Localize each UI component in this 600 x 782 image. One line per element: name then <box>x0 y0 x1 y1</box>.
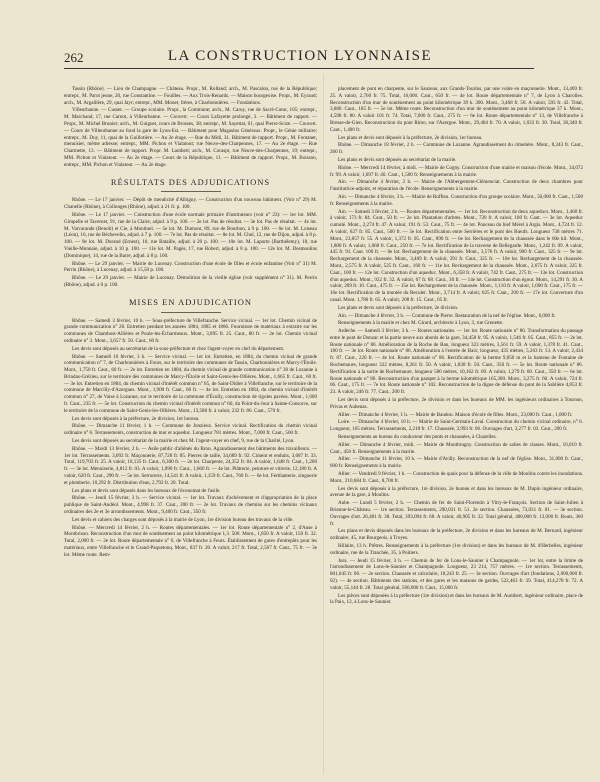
page-header <box>0 0 600 74</box>
header-rule <box>64 68 534 69</box>
paragraph: Rhône. — Dimanche 18 février, 2 h. — Commune de Lozanne. Agrandissement du cimetière. Mont., 8,343 fr. Caut., 260 fr. <box>330 142 583 156</box>
paragraph: Rhône. — Le 17 janvier. — Dépôt de mendicité d'Albigny. — Construction d'un nouveau bâtiment. (Voir n° 29) M. Chanelle (Rhône), à Collonges (Rhône), adjud. à 21 fr. p. 100. <box>64 197 317 211</box>
paragraph: Allier. — Dimanche 11 février, 10 h. — Mairie d'Avilly. Reconstruction de la nef de l'église. Mont., 31,000 fr. Caut., 600 fr. Renseignements à la mairie. <box>330 456 583 470</box>
paragraph: Ardèche. — Samedi 3 février, 3 h. — Routes nationales. — 1er lot. Route nationale n° 86. Transformation du passage entre le pont de Donzac et la partie neuve aux abords de la gare, 34,458 fr. 95. A valoir, 1,546 fr. 05. Caut., 855 fr. — 2e lot. Route nationale n° 86. Amélioration de la Roche de Ban, longueur 323 mètres, 3,561 fr. 59. A valoir, 1,378 fr. 41. Caut., 180 fr. — 3e lot. Route nationale n° 86. Amélioration à l'entrée de Baix; longueur, 435 mètres, 5,263 fr. 13. A valoir, 2,434 fr. 87. Caut., 220 fr. — 4e lot. Route nationale n° 86. Rectification de la berme 9,050 m et la hameau de Fontaine de Rochemaure, longueur 322 mètres, 8,261 fr. 50. A valoir, 1,838 fr. 50. Caut., 350 fr. — 5e lot. Route nationale n° 86. Rectification à la sortie de Rochemaure, longueur 580 mètres, 10,162 fr. 69. A valoir, 1,279 fr. 60. Caut., 350 fr. — 6e lot. Route nationale n° 86. Reconstruction d'un parapet à la berme kilométrique 165,300. Mont., 3,275 fr. 60. A valoir, 724 fr. 06. Caut., 175 fr. — 7e lot. Route nationale n° 102. Reconstruction de la digue de défense du pont de la Sablière 4,853 fr. 23. A valoir, 246 fr. 77. Caut., 200 fr. <box>330 328 583 396</box>
left-column <box>64 86 317 560</box>
paragraph: Les plans et devis sont déposés à la préfecture, 2e division. <box>338 304 459 311</box>
paragraph: Les pièces sont déposées à la préfecture (1re division) et dans les bureaux de M. Aumbert, ingénieur ordinaire, place de la Paix, 12, à Lons-le-Saunier. <box>330 592 583 606</box>
paragraph: Allier. — Dimanche 4 février, midi. — Mairie de Montbrugny. Construction de salles de classes. Mont., 10,010 fr. Caut., 450 fr. Renseignements à la mairie. <box>330 441 583 455</box>
right-column <box>330 86 583 607</box>
paragraph: Jura. — Jeudi 15 février, 3 h. — Chemin de fer de Lons-le-Saunier à Champagnole. — 1er lot, entre la limite de l'arrondissement de Lons-le-Saunier et Champagnole. Longueur, 23 214, 757 mètres. — 1re section. Terrassements, 801,045 fr. 06. — 2e section. Chaussée et calculaire, 18,243 fr. 25. — 3e section. Ouvrages d'art (fondations, 2,000,000 fr. 02). — 4e section. Bâtiments des stations, et des gares et les maisons de gardes, 522,463 fr. 39. Total, 414,278 fr. 72. A valoir, 55,144 fr. 28. Total général, 560,000 fr. Caut., 15,000 fr. <box>330 557 583 591</box>
paragraph: Renseignements à la mairie et chez M. Girard, architecte à Lyon, 3, rue Grenette. <box>338 320 504 327</box>
section-heading-resultats: RÉSULTATS DES ADJUDICATIONS <box>110 176 271 187</box>
paragraph: placement de pont en charpente, sur le Sauzeau, aux Grands-Tourins, par une voûte en maçonnerie. Mont., 13,469 fr. 25. A valoir, 2,760 fr. 75. Total, 16,000. Caut., 650 fr. — 4e lot. Route départementale n° 7, de Lyon à Charolles. Reconstruction d'un mur de soutènement au point kilométrique 39 k. 300. Mont., 3,468 fr. 58. A valoir, 593 fr. 42. Total, 3,880. Caut., 185 fr. — 5e lot. Même route. Reconstruction d'un mur de soutènement au point kilométrique 37 k. Mont., 4,598 fr. 80. A valoir 101 fr. 74. Total, 7,000 fr. Caut., 275 fr. — 6e lot. Route départementale n° 13, de Villefranche à Bresse-de-Gien. Reconstruction du pont Rimo, sur l'Azergue. Mont., 29,404 fr. 70. A valoir, 1,033 fr. 30. Total, 30,340 fr. Caut., 1,400 fr. <box>330 86 583 133</box>
paragraph: Tassin (Rhône). — Lieu de Champagne. — Château. Propr., M. Rolland; arch., M. Pascalon, rue de la République; entrepr., M. Parot jeune, 20, rue Constantine. — Fouilles. — Aux Trois-Renards. — Maison bourgeoise. Propr., M. Eyraud; arch., M. Argaillère, 29, quai Jayr; entrepr., MM. Monet, frères, à Charbonnières. — Fondations. <box>64 86 317 106</box>
paragraph: Rhône. — Jeudi 15 février, 3 h. — Service vicinal. — 1er lot. Travaux d'achèvement et d'appropriation de la place publique de Saint-Andéol. Mont., 4,998 fr. 37. Caut., 200 fr. — 2e lot. Travaux de chemins sur les chemins vicinaux ordinaires des 2e et 3e arrondissements. Mont., 9,400 fr. Caut., 350 fr. <box>64 495 317 516</box>
paragraph: Renseignements au bureau du conducteur des ponts et chaussées, à Chazelles. <box>338 434 497 441</box>
paragraph: Rhône. — Mardi 13 février, 2 h. — Asile public d'aliénés du Bron. Agrandissement des bâtiments des travailleurs. — 1er lot. Terrassements. 3,092 fr. Maçonnerie, 87,728 fr. 85. Pierres de taille, 34,689 fr. 92. Ciment et enduits, 3,687 fr. 33. Total, 119,703 fr. 25. A valoir, 10,135 fr. Caut., 6,300 fr. — 2e lot. Charpente, 24,352 fr. 84. A valoir, 1,648 fr. Caut., 1,200 fr. — 3e lot. Menuiserie, 4,812 fr. 03. A valoir, 1,090 fr. Caut., 1,660 fr. — 4e lot. Plâtrerie, peinture et vitrerie, 12,180 fr. A valoir, 620 fr. Caut., 290 fr. — 5e lot. Serrurerie, 14,541 fr. A valoir, 1,159 fr. Caut., 760 fr. — 6e lot. Ferblanterie, zinguerie et plomberie, 10,292 fr. Distribution d'eau, 2,792 fr. 20. Total. <box>64 445 317 486</box>
paragraph: Rhône. — Le 29 janvier. — Mairie de Lucenay. Construction d'une école de filles et école enfantine (Voir n° 31) M. Perrin (Rhône), à Lucenay, adjud. à 15,50 p. 100. <box>64 260 317 274</box>
page-fold-line <box>323 74 324 774</box>
paragraph: Les devis sont déposés au secrétariat de la mairie et chez M. l'agent-voyer en chef, 9, rue de la Charité, Lyon. <box>72 438 295 445</box>
paragraph: Ain. — Dimanche 4 février, 2 h. — Mairie de l'Abbergement-Clémenciat. Construction de deux chambres pour l'institutrice-adjoint, et réparation de l'école. Renseignements à la mairie. <box>330 179 583 193</box>
paragraph: Les plans et devis sont déposés dans les bureaux de l'économat de l'asile. <box>72 487 221 494</box>
paragraph: Villeurbanne. — Cusset. — Groupe scolaire. Propr., la Commune; arch., M. Caruy, rue de Sacré-Cœur, 105; entrepr., M. Marchand, 17, rue Carnot, à Villeurbanne. — Couvert. — Cours Lafayette prolongé, 3. — Bâtiment de rapport. — Propr., M. Michel Brunier; arch., M. Guiguet, cours de Brosses, 38; entrepr., M. Sayettat, 61, quai Pierre-Scize. — Couvert. — Cours de Villeurbanne au fond la gare de Lyon-Est. — Bâtiment pour Magasins Généraux. Propr., le Génie militaire; entrepr., M. Duy, 11, quai de la Guillotière. — Au 2e étage. — Rue du Midi, 31. Bâtiment de rapport. Propr., M. Fontanet, menuisier, même adresse; entrepr., MM. Pichon et Vialatout; rue Neuve-des-Charpennes, 17. — Au 2e étage. — Rue Charmette, 13. — Bâtiment de rapport. Propr. M. Lambert; arch., M. Coraspt, rue Neuve-des-Charpennes, 19; entrepr., MM. Pichon et Vialatout. — Au 2e étage. — Cours de la République, 11. — Bâtiment de rapport. Propr., M. Boisson, entrepr., MM. Pichon et Vialatout. — Au 2e étage. <box>64 107 317 168</box>
journal-title: LA CONSTRUCTION LYONNAISE <box>167 48 433 64</box>
paragraph: Hillaire, 13 h. Prêtres. Renseignements à la préfecture (1re division) et dans les bureaux de M. d'Herbelles, ingénieur ordinaire, rue de la Tranchée, 35, à Poitiers. <box>330 543 583 556</box>
paragraph: Les plans et devis sont déposés à la préfecture, 2e division, 1er bureau. <box>338 134 483 141</box>
paragraph: Rhône. — Le 29 janvier. — Mairie de Lucenay. Démolition de la vieille église (voir supplément n° 31). M. Perrin (Rhône), adjud. à 0 p. 100. <box>64 275 317 288</box>
paragraph: Rhône. — Mercredi 14 février, 2 h. — Routes départementales. — 1er lot. Route départementale n° 2, d'Anse à Montbrison. Reconstruction d'un mur de soutènement au point kilométrique 1,3. 500. Mont., 1,850 fr. A valoir, 150 fr. 32. Total, 2,000 fr. — 2e lot. Route départementale n° 6, de Villefranche à Feurs. Établissement de gares d'entrepôts pour les matériaux, entre Villefranche et le Grand-Paquetonq. Mont., 837 fr. 20. A valoir, 217 fr. Total, 2,567 fr. Caut., 75 fr. — 3e lot. Même route. Rem- <box>64 524 317 558</box>
paragraph: Allier. — Vendredi 9 février, 1 h. — Construction de quais pour la défense de la ville de Moulins contre les inondations. Mont., 210,684 fr. Caut., 8,700 fr. <box>330 471 583 484</box>
paragraph: Les devis sont déposés à la préfecture, 1re division, 2e bureau et dans les bureaux de M. Dupin ingénieur ordinaire, avenue de la gare, à Moulins. <box>330 485 583 499</box>
paragraph: Rhône. — Mercredi 14 février, à midi. — Mairie de Cogny. Construction d'une mairie et maison d'école. Mont., 34,072 fr. 99. A valoir, 1,697 fr. 40. Caut., 1,500 fr. Renseignements à la mairie. <box>330 164 583 178</box>
paragraph: Ain. — Dimanche 4 février, 3 h. — Commune de Pierre. Restauration de la nef de l'église. Mont., 6,000 fr. <box>338 312 556 319</box>
paragraph: Rhône. — Samedi 3 février, 10 h. — Sous-préfecture de Villefranche. Service vicinal. — 1er lot. Chemin vicinal de grande communication n° 28. Entretien pendant les années 1884, 1885 et 1886. Fourniture de matériaux à extraire sur les communes de Chambost-Allières et Poule-les-Écharmeaux. Mont., 3,895 fr. 25. Caut., 80 fr. — 2e lot. Chemin vicinal ordinaire n° 3. Mont., 3,657 fr. 50. Caut., 60 fr. <box>64 317 317 344</box>
paragraph: Ain. — Samedi 3 février, 2 h. — Routes départementales. — 1er lot. Reconstruction de deux aqueducs. Mont., 1,460 fr. à valoir, 173 fr. 84. Caut., 50 fr. — 2e lot. Plantation d'arbres. Mont., 720 fr. A valoir, 100 fr. Caut. — 3e lot. Aqueduc cumulé. Mont., 2,274 fr. 47. A valoir, 191 fr. 53. Caut., 75 fr. — 4e lot. Ponceau du bief Mérel à Argis. Mont., 4,724 fr. 12. A valoir, 627 fr. 85. Caut., 500 fr. — 5e lot. Rectification entre Serrières et le pont des Bœufs. Longueur 738 mètres 71. Mont., 23,857 fr. 55. A valoir, 1,372 fr. 05. Caut., 890 fr. — 6e lot. Rechargement de la chaussée dans le 60e kil. Mont., 1,800 fr. A valoir, 1,068 fr. Caut., 250 fr. — 7e lot. Rectification de la traverse de Bellegarde. Mont., 1,242 fr. 09. A valoir, 445 fr. 91. Caut. 100 fr. — 8e lot. Rechargement de la chaussée. Mont., 3,576 fr. A valoir, 900 fr. Caut., 325 fr. — 9e lot. Rechargement de la chaussée. Mont., 3,409 fr. A valoir, 391 fr. Caut., 325 fr. — 10e lot. Rechargement de la chaussée. Mont., 2,575 fr. A valoir, 525 fr. Caut., 160 fr. — 11e lot. Rechargement de la chaussée. Mont., 2,675 fr. A valoir, 225 fr. Caut., 100 fr. — 12e lot. Construction d'un aqueduc. Mont., 6,358 fr. A valoir, 742 fr. Caut., 275 fr. — 13e lot. Construction d'un aqueduc. Mont., 922 fr. 32. A valoir, 67 fr. 68. Caut., 30 fr. — 14e lot. Construction d'un égout. Mont., 14,291 fr. 30. A valoir, 209 fr. 10. Caut., 475 fr. — 15e lot. Rechargement de la chaussée. Mont., 1,110 fr. A valoir, 1,000 fr. Caut., 175 fr. — 16e lot. Rectification de la montée du Reculet. Mont., 3,714 fr. A valoir, 625 fr. Caut., 200 fr. — 17e lot. Couverture d'un canal. Mont. 1,780 fr. 65. A valoir, 208 fr. 15. Caut., 65 fr. <box>330 208 583 303</box>
section-divider <box>161 191 221 192</box>
paragraph: Les devis sont déposés à la préfecture, 2e division, 1er bureau. <box>72 415 200 422</box>
section-divider <box>161 312 221 313</box>
section-heading-mises: MISES EN ADJUDICATION <box>128 296 252 307</box>
paragraph: Ain. — Dimanche 4 février, 3 h. — Mairie de Ruffieu. Construction d'un groupe scolaire. Mont., 50,000 fr. Caut., 1,500 fr. Renseignements à la mairie. <box>330 193 583 207</box>
paragraph: Les devis et cahiers des charges sont déposés à la mairie de Lyon, 1re division bureau des travaux de la ville. <box>72 516 294 523</box>
paragraph: Rhône. — Samedi 10 février, 3 h. — Service vicinal. — 1er lot. Entretien, en 1884, du chemin vicinal de grande communication n° 7, de Charbonnières à Fours, sur le territoire des communes de Tassin, Charbonnières et Marcy-l'Étoile. Mont., 1,750 fr. Caut., 60 fr. — 2e lot. Entretien en 1884, du chemin vicinal de grande communication n° 30 de Lozanne à Brindas-Grézieu, sur le territoire des communes de Marcy-l'Étoile et Saint-Genis-les-Ollières. Mont., 1,665 fr. Caut., 60 fr. — 3e lot. Entretien en 1884, du chemin vicinal d'intérêt commun n° 85, de Saint-Didier à Villefranche, sur le territoire de la commune de Marcilly-d'Azergues. Mont., 1,900 fr. Caut., 60 fr. — 4e lot. Entretien en 1884, du chemin vicinal d'intérêt commun n° 27, de Vaise à Lozanne, sur le territoire de la commune d'Écully, construction de rigoles pavées. Mont., 1,600 fr. Caut., 235 fr. — 5e lot. Construction du chemin vicinal d'intérêt commun n° 60, du Point-du-Jour à Sainte-Consorce, sur le territoire de la commune de Saint-Genis-les-Ollières. Mont., 13,580 fr. à valoir, 232 fr. 86. Caut., 570 fr. <box>64 353 317 414</box>
paragraph: Les devis sont déposés à la préfecture, 2e division et dans les bureaux de MM. les ingénieurs ordinaires à Tournon, Privas et Aubenas. <box>330 397 583 410</box>
paragraph: Aube. — Lundi 5 février, 2 h. — Chemin de fer de Saint-Florentin à Vitry-le-François. Section de Saint-Julien à Brienne-le-Château. — 1re section. Terrassements, 290,031 fr. 51. 2e section. Chaussées, 73,031 fr. 01. — 3e section. Ouvrages d'art. 26,481 fr. 38. Total, 393,094 fr. 68. A valoir, 46,905 fr. 32. Total général, 400,000 fr. 13,000 fr. Bouts, 360 fr. <box>330 500 583 527</box>
paragraph: Les plans et devis déposés dans les bureaux de la préfecture, 2e division et dans les bureaux de M. Bernard, ingénieur ordinaire, 45, rue Bourgeois, à Troyes. <box>330 528 583 542</box>
paragraph: Loire. — Dimanche 4 février, 10 h. — Mairie de Saint-Germain-Laval. Construction du chemin vicinal ordinaire, n° 6. Longueur, 165 mètres. Terrassements, 2,218 fr. 17. Chaussée, 3,993 fr. 06. Ouvrages d'art, 3,277 fr. 03. Caut., 200 fr. <box>330 419 583 433</box>
paragraph: Les devis sont déposés au secrétariat de la sous-préfecture et chez l'agent-voyer en chef du département. <box>72 345 285 352</box>
paragraph: Rhône. — Le 17 janvier. — Construction d'une école normale primaire d'instituteurs (voir n° 23): — 1er lot. MM. Gimpelle et Tavernet, 91, rue de la Claire, adjud. à 9 p. 100. — 2e lot. Pas de résultat. — 3e lot. Pas de résultat. — 4e lot. M. Varvarande (Benoît) et Cie, à Montluel. — 5e lot. M. Dumont, 89, rue de Bourbon, à 9 p. 100. — 6e lot. M. Loiseau (Léon), 16, rue de Béchevelin, adjud. à 7 p. 100. — 7e lot. Pas de résultat. — 8e lot. M. Chol, 12, rue de Dijon, adjud. à 8 p. 100. — 9e lot. M. Durand (Ernest), 10, rue Bataille, adjud. à 20 p. 100. — 10e lot. M. Laporte (Barthélemy), 18, rue Vieille-Monnaie, adjud. à 10 p. 100. — 11e lot. M. Pagès, 17, rue Robert, adjud. à 8 p. 100. — 12e lot. M. Desmoulins (Dominique), 14, rue de la Barre, adjud. à 8 p. 100. <box>64 211 317 259</box>
paragraph: Les plans et devis sont déposés au secrétariat de la mairie. <box>338 156 457 163</box>
page-number: 262 <box>64 50 84 65</box>
paragraph: Allier. — Dimanche 4 février, 1 h. — Mairie de Baudon. Maison d'école de filles. Mont., 23,000 fr. Caut., 1,000 fr. <box>338 411 573 418</box>
paragraph: Rhône. — Dimanche 11 février, 1 h. — Commune de Jonzieux. Service vicinal. Rectification du chemin vicinal ordinaire n° 6. Terrassements, construction de mur et aqueduc. Longueur 781 mètres. Mont., 7,000 fr. Caut., 500 fr. <box>64 423 317 437</box>
